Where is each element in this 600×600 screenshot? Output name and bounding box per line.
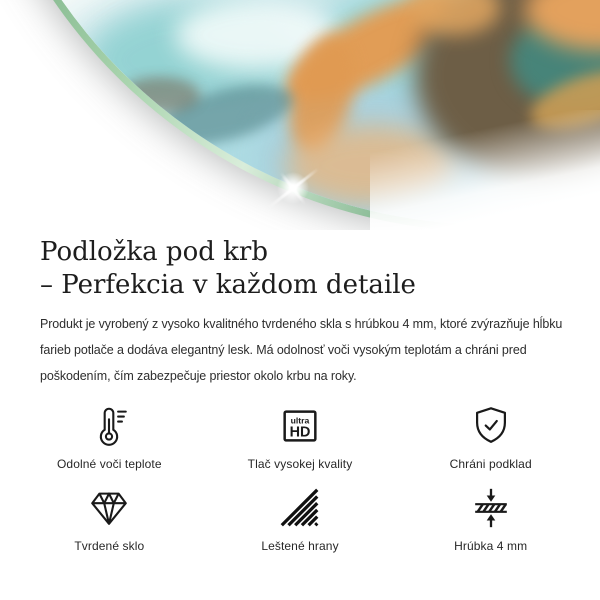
feature-heat-resistant (14, 403, 205, 471)
ultra-hd-text-bottom: HD (289, 424, 311, 441)
page-title (40, 236, 560, 302)
feature-label: Tvrdené sklo (74, 539, 145, 553)
features-grid (14, 403, 586, 553)
photo-white-fade (370, 110, 600, 230)
shield-check-icon (468, 403, 514, 449)
feature-protects-floor (395, 403, 586, 471)
feature-polished-edges (205, 485, 396, 553)
ultra-hd-icon (277, 403, 323, 449)
ultra-hd-text-top: ultra (290, 415, 310, 426)
product-description (40, 311, 586, 389)
feature-tempered-glass (14, 485, 205, 553)
polished-edges-icon (277, 485, 323, 531)
description-line: poškodením, čím zabezpečuje priestor okolo krbu na roky. (40, 369, 357, 383)
page-title-line1: Podložka pod krb (40, 237, 268, 267)
feature-thickness (395, 485, 586, 553)
diamond-icon (86, 485, 132, 531)
sparkle-glint-icon (261, 156, 325, 220)
feature-label: Hrúbka 4 mm (454, 539, 528, 553)
feature-label: Chráni podklad (449, 457, 532, 471)
thickness-icon (468, 485, 514, 531)
hero-product-photo (0, 0, 600, 230)
marble-dark-accent (120, 77, 200, 113)
page-title-line2: – Perfekcia v každom detaile (40, 270, 416, 300)
feature-label: Leštené hrany (261, 539, 339, 553)
description-line: Produkt je vyrobený z vysoko kvalitného tvrdeného skla s hrúbkou 4 mm, ktoré zvýrazňuje hĺbku (40, 317, 563, 331)
description-line: farieb potlače a dodáva elegantný lesk. Má odolnosť voči vysokým teplotám a chráni pred (40, 343, 527, 357)
feature-label: Tlač vysokej kvality (247, 457, 353, 471)
thermometer-icon (86, 403, 132, 449)
feature-label: Odolné voči teplote (57, 457, 162, 471)
feature-print-quality (205, 403, 396, 471)
